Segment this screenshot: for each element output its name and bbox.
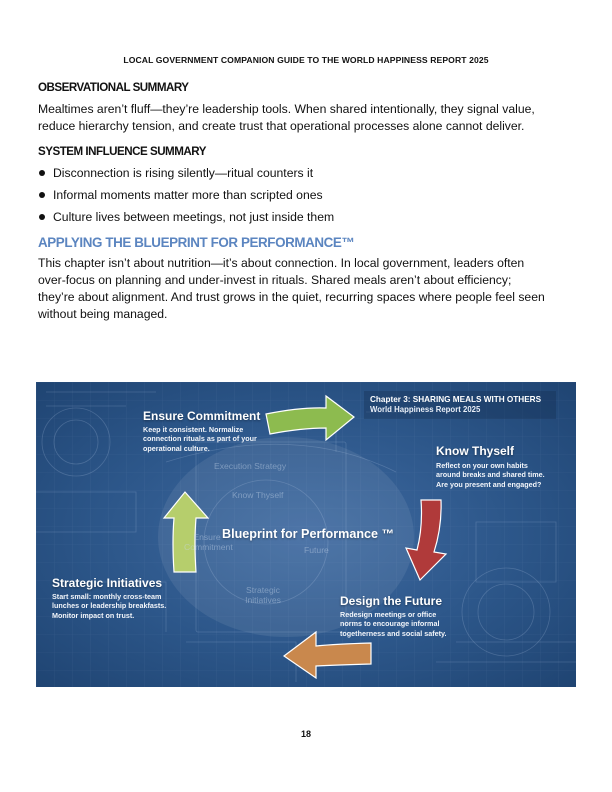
blueprint-line: without being managed. — [38, 307, 168, 321]
stage-title: Ensure Commitment — [143, 409, 261, 423]
running-header: LOCAL GOVERNMENT COMPANION GUIDE TO THE WORLD HAPPINESS REPORT 2025 — [123, 55, 489, 65]
stage-description — [340, 610, 447, 638]
stage-title: Strategic Initiatives — [52, 576, 163, 590]
list-item — [38, 209, 578, 231]
stage-desc-line: operational culture. — [143, 443, 210, 453]
chapter-subtitle: World Happiness Report 2025 — [370, 405, 481, 414]
stage-strategic-initiatives — [52, 576, 166, 620]
stage-desc-line: Are you present and engaged? — [436, 479, 542, 489]
stage-description — [52, 592, 166, 620]
blueprint-line: over-focus on planning and under-invest in rituals. Shared meals aren’t about efficiency; — [38, 273, 512, 287]
observational-line: reduce hierarchy tension, and create trust that operational processes alone cannot deliver. — [38, 119, 525, 133]
ghost-label-strategic: Strategic Initiatives — [245, 585, 281, 605]
list-item — [38, 187, 578, 209]
bullet-icon — [39, 214, 45, 220]
bullet-icon — [39, 170, 45, 176]
system-influence-list — [38, 165, 578, 231]
chapter-label — [364, 391, 556, 419]
stage-desc-line: togetherness and social safety. — [340, 628, 447, 638]
blueprint-diagram — [36, 382, 576, 687]
chapter-title: Chapter 3: SHARING MEALS WITH OTHERS — [370, 395, 542, 404]
list-item-text: Informal moments matter more than scripted ones — [53, 188, 323, 202]
stage-desc-line: Reflect on your own habits — [436, 461, 528, 470]
stage-desc-line: connection rituals as part of your — [143, 434, 257, 444]
stage-description — [436, 461, 545, 489]
observational-summary-heading: OBSERVATIONAL SUMMARY — [38, 81, 189, 94]
stage-title: Know Thyself — [436, 444, 515, 458]
list-item-text: Culture lives between meetings, not just inside them — [53, 210, 335, 224]
stage-desc-line: lunches or leadership breakfasts. — [52, 601, 167, 611]
stage-title: Design the Future — [340, 594, 443, 608]
page-number: 18 — [300, 729, 311, 739]
ghost-label-future: Future — [304, 545, 329, 555]
stage-know-thyself — [436, 444, 545, 489]
list-item-text: Disconnection is rising silently—ritual counters it — [53, 166, 314, 180]
stage-description — [143, 425, 260, 453]
bullet-icon — [39, 192, 45, 198]
ghost-label-ensure: Ensure Commitment — [184, 532, 233, 552]
observational-summary-text — [38, 101, 578, 135]
stage-desc-line: Monitor impact on trust. — [52, 610, 135, 620]
blueprint-text — [38, 255, 578, 323]
stage-desc-line: norms to encourage informal — [340, 619, 440, 629]
blueprint-heading: APPLYING THE BLUEPRINT FOR PERFORMANCE™ — [38, 235, 355, 250]
ghost-label-execution: Execution Strategy — [214, 461, 287, 471]
stage-desc-line: Keep it consistent. Normalize — [143, 425, 244, 434]
stage-desc-line: Start small: monthly cross-team — [52, 592, 162, 601]
observational-line: Mealtimes aren’t fluff—they’re leadership tools. When shared intentionally, they signal value, — [38, 102, 535, 116]
blueprint-line: This chapter isn’t about nutrition—it’s about connection. In local government, leaders often — [38, 256, 525, 270]
stage-ensure-commitment — [143, 409, 260, 453]
diagram-center-title: Blueprint for Performance ™ — [222, 527, 395, 541]
ghost-label-know: Know Thyself — [232, 490, 284, 500]
list-item — [38, 165, 578, 187]
system-influence-heading: SYSTEM INFLUENCE SUMMARY — [38, 145, 206, 158]
stage-desc-line: around breaks and shared time. — [436, 470, 545, 480]
stage-desc-line: Redesign meetings or office — [340, 610, 437, 619]
blueprint-line: they’re about alignment. And trust grows in the quiet, recurring spaces where people feel seen — [38, 290, 545, 304]
stage-design-the-future — [340, 594, 447, 638]
